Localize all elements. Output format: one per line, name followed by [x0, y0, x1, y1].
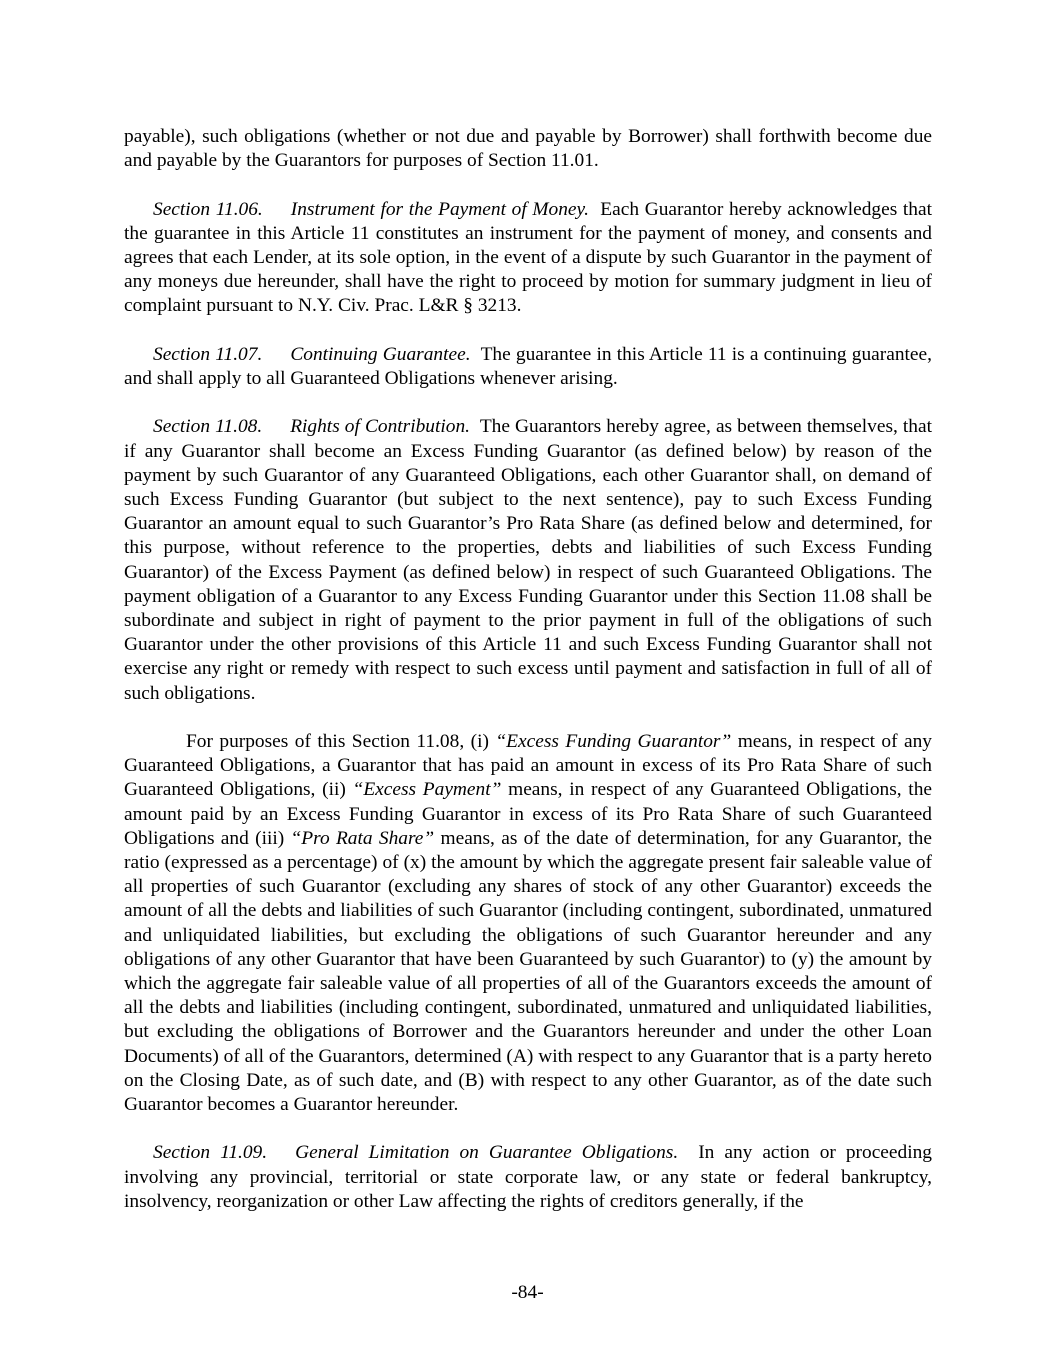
document-body	[124, 125, 932, 1238]
section-body: The Guarantors hereby agree, as between themselves, that if any Guarantor shall become an Excess Funding Guarantor (as defined below) by reason of the payment by such Guarantor of any Guaranteed Obligations, each other Guarantor shall, on demand of such Excess Funding Guarantor (but subject to the next sentence), pay to such Excess Funding Guarantor an amount equal to such Guarantor’s Pro Rata Share (as defined below and determined, for this purpose, without reference to the properties, debts and liabilities of such Excess Funding Guarantor) of the Excess Payment (as defined below) in respect of such Guaranteed Obligations. The payment obligation of a Guarantor to any Excess Funding Guarantor under this Section 11.08 shall be subordinate and subject in right of payment to the prior payment in full of the obligations of such Guarantor under the other provisions of this Article 11 and such Excess Funding Guarantor shall not exercise any right or remedy with respect to such excess until payment and satisfaction in full of all of such obligations.	[124, 416, 932, 704]
intro-paragraph: payable), such obligations (whether or not due and payable by Borrower) shall forthwith become due and payable by the Guarantors for purposes of Section 11.01.	[124, 126, 932, 172]
section-number: Section 11.08.	[153, 416, 263, 438]
definitions-paragraph	[124, 730, 932, 1117]
section-11-06	[124, 198, 932, 319]
def-text: means, as of the date of determination, for any Guarantor, the ratio (expressed as a percentage) of (x) the amount by which the aggregate present fair saleable value of all properties of such Guarantor (excluding any shares of stock of any other Guarantor) exceeds the amount of all the debts and liabilities of such Guarantor (including contingent, subordinated, unmatured and unliquidated liabilities, but excluding the obligations of such Guarantor hereunder and any obligations of any other Guarantor that have been Guaranteed by such Guarantor) to (y) the amount by which the aggregate fair saleable value of all properties of all of the Guarantors exceeds the amount of all the debts and liabilities (including contingent, subordinated, unmatured and unliquidated liabilities, but excluding the obligations of Borrower and the Guarantors hereunder and under the other Loan Documents) of all of the Guarantors, determined (A) with respect to any Guarantor that is a party hereto on the Closing Date, as of such date, and (B) with respect to any other Guarantor, as of the date such Guarantor becomes a Guarantor hereunder.	[124, 827, 932, 1116]
defined-term-excess-funding-guarantor: “Excess Funding Guarantor”	[495, 731, 732, 753]
page-number: -84-	[511, 1282, 544, 1303]
section-11-08	[124, 415, 932, 705]
section-number: Section 11.09.	[153, 1142, 268, 1164]
def-text: means, in respect of any Guaranteed Obligations, a Guarantor that has paid an amount in excess of its Pro Rata Share of such Guaranteed Obligations, (ii)	[124, 731, 933, 801]
section-11-09	[124, 1141, 932, 1214]
section-11-07	[124, 343, 932, 391]
section-number: Section 11.07.	[153, 343, 263, 365]
defined-term-pro-rata-share: “Pro Rata Share”	[290, 827, 435, 849]
section-body: In any action or proceeding involving any provincial, territorial or state corporate law, or any state or federal bankruptcy, insolvency, reorganization or other Law affecting the rights of creditors generally, if the	[124, 1142, 932, 1212]
section-title: General Limitation on Guarantee Obligations.	[295, 1142, 679, 1164]
def-text: For purposes of this Section 11.08, (i)	[186, 731, 496, 753]
section-title: Rights of Contribution.	[290, 416, 471, 438]
section-body: Each Guarantor hereby acknowledges that the guarantee in this Article 11 constitutes an instrument for the payment of money, and consents and agrees that each Lender, at its sole option, in the event of a dispute by such Guarantor in the payment of any moneys due hereunder, shall have the right to proceed by motion for summary judgment in lieu of complaint pursuant to N.Y. Civ. Prac. L&R § 3213.	[124, 198, 932, 317]
def-text: means, in respect of any Guaranteed Obligations, the amount paid by an Excess Funding Guarantor in excess of its Pro Rata Share of such Guaranteed Obligations and (iii)	[124, 779, 932, 849]
defined-term-excess-payment: “Excess Payment”	[352, 779, 502, 801]
section-number: Section 11.06.	[153, 198, 263, 220]
section-body: The guarantee in this Article 11 is a continuing guarantee, and shall apply to all Guaranteed Obligations whenever arising.	[124, 343, 932, 389]
section-title: Instrument for the Payment of Money.	[290, 198, 589, 220]
section-title: Continuing Guarantee.	[290, 343, 471, 365]
